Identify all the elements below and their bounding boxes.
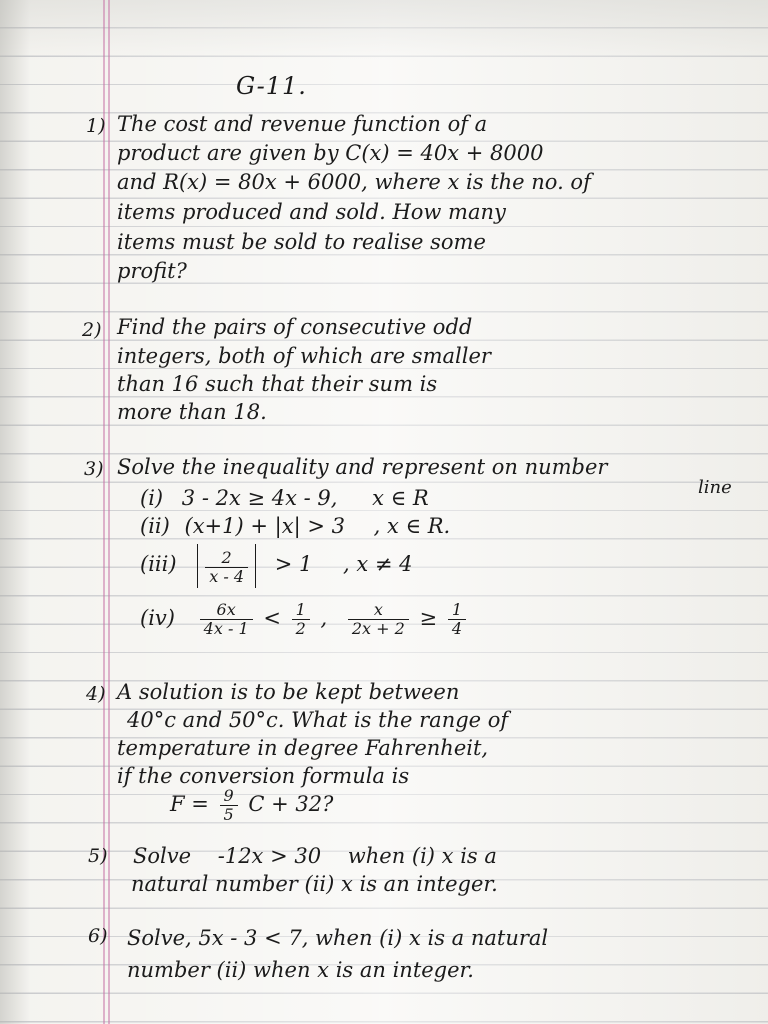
formula-lhs: F = [170,792,209,816]
q3-part-iv [140,596,470,640]
q5-number: 5) [88,845,108,867]
numerator: 9 [220,787,238,806]
q2-line: more than 18. [117,400,267,424]
q3-title: Solve the inequality and represent on number [117,455,608,479]
q4-line: A solution is to be kept between [117,680,460,704]
domain: , x ∈ R. [373,514,451,538]
fraction [448,601,466,638]
part-label: (iii) [140,552,177,576]
denominator: 2 [295,619,306,638]
denominator: 4x - 1 [203,619,249,638]
denominator: 5 [223,805,234,824]
q4-line: 40°c and 50°c. What is the range of [127,708,509,732]
numerator: x [348,601,409,620]
q6-line: number (ii) when x is an integer. [127,958,474,982]
fraction [220,787,238,824]
domain: , x ≠ 4 [343,552,413,576]
q5-line: Solve -12x > 30 when (i) x is a [133,844,497,868]
q4-number: 4) [86,683,106,705]
q1-line: items produced and sold. How many [117,200,506,224]
denominator: 2x + 2 [351,619,405,638]
q3-title-cont: line [698,477,732,498]
q1-line: product are given by C(x) = 40x + 8000 [117,141,544,165]
part-label: (iv) [140,606,175,630]
q1-line: items must be sold to realise some [117,230,486,254]
numerator: 6x [200,601,253,620]
q6-number: 6) [88,925,108,947]
denominator: 4 [451,619,462,638]
q6-line: Solve, 5x - 3 < 7, when (i) x is a natural [127,926,549,950]
q1-number: 1) [86,115,106,137]
inequality: (x+1) + |x| > 3 [184,514,345,538]
q3-part-ii [140,512,450,540]
inequality: 3 - 2x ≥ 4x - 9, [181,486,338,510]
part-label: (ii) [140,514,170,538]
margin-line [108,0,110,1024]
fraction [292,601,310,638]
q2-line: than 16 such that their sum is [117,372,438,396]
relation: > 1 [274,552,313,576]
fraction [348,601,409,638]
fraction [205,549,248,586]
numerator: 2 [205,549,248,568]
formula-rhs: C + 32? [248,792,334,816]
numerator: 1 [448,601,466,620]
absolute-value [197,544,256,588]
domain: x ∈ R [372,486,429,510]
q4-formula [170,782,333,826]
q1-line: and R(x) = 80x + 6000, where x is the no. of [117,170,591,194]
part-label: (i) [140,486,164,510]
page-edge [0,0,30,1024]
page-heading: G-11. [236,72,307,100]
q2-line: integers, both of which are smaller [117,344,491,368]
margin-line [103,0,105,1024]
numerator: 1 [292,601,310,620]
q4-line: temperature in degree Fahrenheit, [117,736,489,760]
separator: , [320,606,328,630]
denominator: x - 4 [209,566,245,586]
relation: < [263,606,281,630]
q3-part-i [140,484,429,512]
q5-line: natural number (ii) x is an integer. [131,872,498,896]
q1-line: The cost and revenue function of a [117,112,488,136]
q3-part-iii [140,542,413,588]
fraction [200,601,253,638]
page-shadow [0,0,768,60]
q2-line: Find the pairs of consecutive odd [117,315,473,339]
q4-line: if the conversion formula is [117,764,410,788]
relation: ≥ [419,606,438,630]
q1-line: profit? [117,259,187,283]
q2-number: 2) [82,319,102,341]
q3-number: 3) [84,458,104,480]
